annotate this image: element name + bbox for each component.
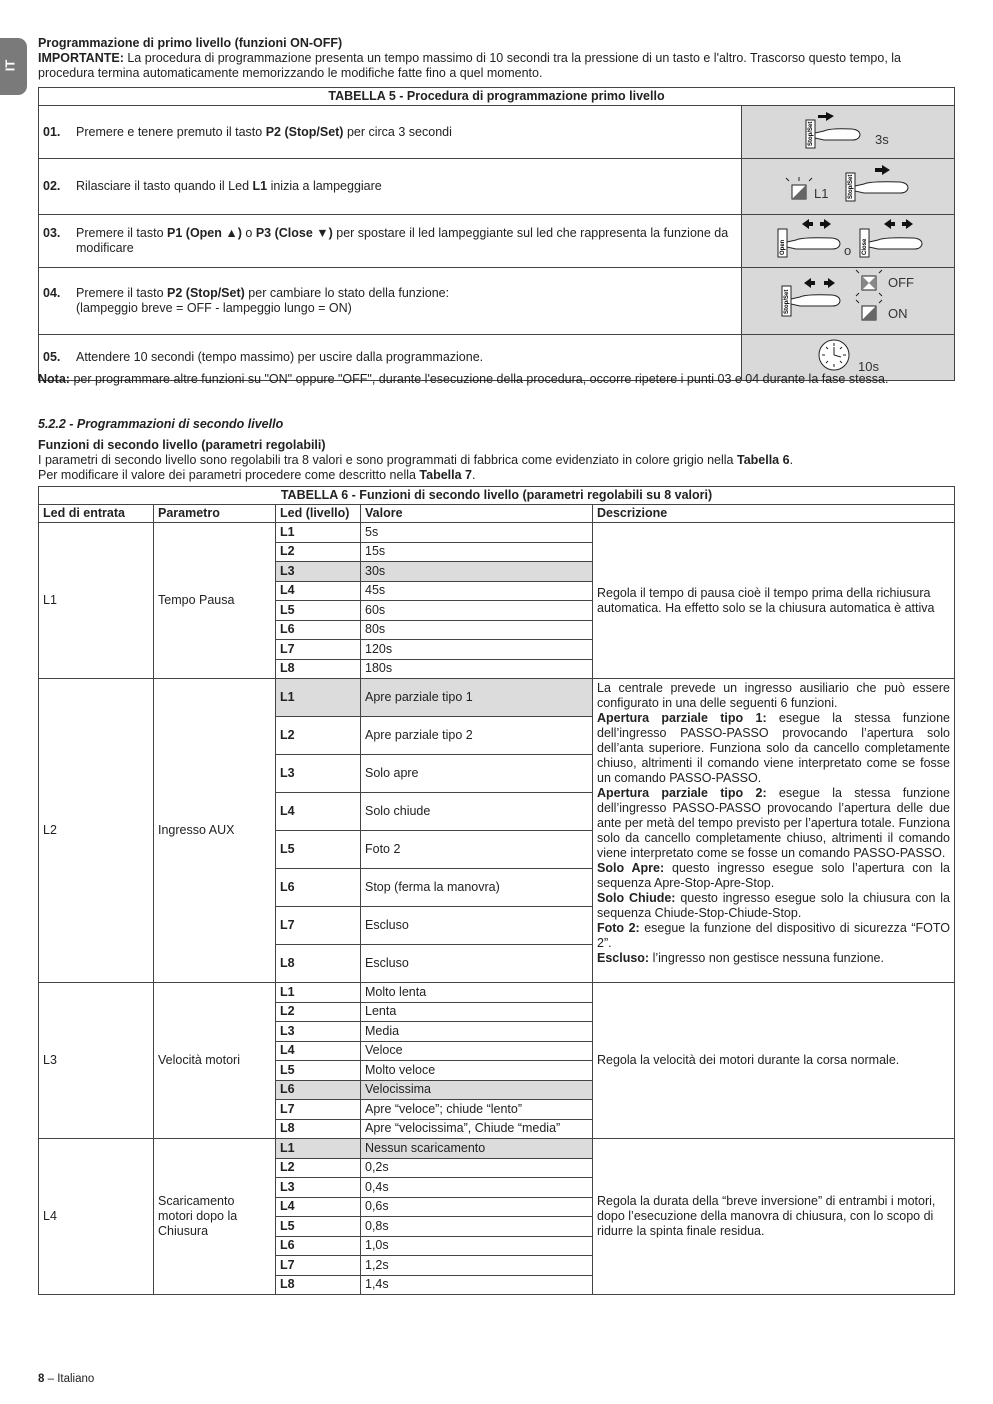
value-cell: Solo apre xyxy=(361,755,593,793)
table-row xyxy=(39,983,955,1003)
level-cell: L4 xyxy=(276,1197,361,1217)
level-cell: L3 xyxy=(276,755,361,793)
section-heading: 5.2.2 - Programmazioni di secondo livello xyxy=(38,417,284,431)
value-cell: 60s xyxy=(361,601,593,621)
level-cell: L5 xyxy=(276,1061,361,1081)
svg-text:Stop/Set: Stop/Set xyxy=(784,289,790,314)
table-row: 05. Attendere 10 secondi (tempo massimo) per uscire dalla programmazione. 10s xyxy=(39,335,955,381)
value-cell: Lenta xyxy=(361,1002,593,1022)
on-off-led-icon xyxy=(742,268,955,335)
value-cell: 15s xyxy=(361,542,593,562)
value-cell: 30s xyxy=(361,562,593,582)
page-footer: 8 – Italiano xyxy=(38,1373,95,1385)
value-cell: Foto 2 xyxy=(361,831,593,869)
value-cell: 1,4s xyxy=(361,1275,593,1295)
level-cell: L3 xyxy=(276,1178,361,1198)
value-cell: 0,2s xyxy=(361,1158,593,1178)
column-header: Led di entrata xyxy=(39,505,154,523)
level-cell: L7 xyxy=(276,907,361,945)
column-header: Descrizione xyxy=(593,505,955,523)
entry-led: L3 xyxy=(39,983,154,1139)
level-cell: L3 xyxy=(276,562,361,582)
value-cell: 180s xyxy=(361,659,593,679)
level-cell: L6 xyxy=(276,1080,361,1100)
value-cell: Velocissima xyxy=(361,1080,593,1100)
value-cell: Apre “veloce”; chiude “lento” xyxy=(361,1100,593,1120)
table-row: 03. Premere il tasto P1 (Open ▲) o P3 (Close ▼) per spostare il led lampeggiante sul led che rappresenta la funzione da modificare Open o Close xyxy=(39,215,955,268)
level-cell: L5 xyxy=(276,831,361,869)
level-cell: L8 xyxy=(276,945,361,983)
table-row: 01. Premere e tenere premuto il tasto P2 (Stop/Set) per circa 3 secondi Stop/Set 3s xyxy=(39,106,955,159)
level-cell: L2 xyxy=(276,542,361,562)
value-cell: Apre “velocissima”, Chiude “media” xyxy=(361,1119,593,1139)
svg-text:OFF: OFF xyxy=(888,275,914,290)
stop-set-hold-icon xyxy=(742,106,955,159)
svg-text:o: o xyxy=(844,243,852,258)
value-cell: Media xyxy=(361,1022,593,1042)
svg-text:Open: Open xyxy=(780,239,786,255)
level-cell: L8 xyxy=(276,1119,361,1139)
level-cell: L2 xyxy=(276,1002,361,1022)
section-text-2: Per modificare il valore dei parametri procedere come descritto nella Tabella 7. xyxy=(38,468,476,482)
description-cell: La centrale prevede un ingresso ausiliario che può essere configurato in una delle seguenti 6 funzioni. Apertura parziale tipo 1: esegue la stessa funzione dell’ingresso PASSO-PASSO provocando l’apertura solo dell’anta superiore. Funziona solo da cancello completamente chiuso, altrimenti il comando viene interpretato come se fosse un comando PASSO-PASSO. Apertura parziale tipo 2: esegue la stessa funzione dell’ingresso PASSO-PASSO provocando l’apertura delle due ante per metà del tempo previsto per l’apertura totale. Funziona solo da cancello completamente chiuso, altrimenti il comando viene interpretato come se fosse un comando PASSO-PASSO. Solo Apre: questo ingresso esegue solo l’apertura con la sequenza Apre-Stop-Apre-Stop. Solo Chiude: questo ingresso esegue solo la chiusura con la sequenza Chiude-Stop-Chiude-Stop. Foto 2: esegue la funzione del dispositivo di sicurezza “FOTO 2”. Escluso: l’ingresso non gestisce nessuna funzione. xyxy=(593,679,955,983)
value-cell: 120s xyxy=(361,640,593,660)
value-cell: 0,8s xyxy=(361,1217,593,1237)
svg-text:10s: 10s xyxy=(858,359,879,374)
level-cell: L7 xyxy=(276,1256,361,1276)
level-cell: L5 xyxy=(276,601,361,621)
svg-text:Stop/Set: Stop/Set xyxy=(848,174,854,199)
svg-text:L1: L1 xyxy=(814,186,829,201)
open-close-arrows-icon xyxy=(742,215,955,268)
value-cell: Molto veloce xyxy=(361,1061,593,1081)
table-row: 04. Premere il tasto P2 (Stop/Set) per cambiare lo stato della funzione: (lampeggio breve = OFF - lampeggio lungo = ON) Stop/Set OFF ON xyxy=(39,268,955,335)
value-cell: 0,6s xyxy=(361,1197,593,1217)
level-cell: L6 xyxy=(276,869,361,907)
intro-block xyxy=(38,36,954,81)
table-row xyxy=(39,1139,955,1159)
level-cell: L1 xyxy=(276,1139,361,1159)
section-5-2-2 xyxy=(38,417,954,483)
table-5-title: TABELLA 5 - Procedura di programmazione primo livello xyxy=(39,88,955,106)
description-cell: Regola la velocità dei motori durante la corsa normale. xyxy=(593,983,955,1139)
level-cell: L5 xyxy=(276,1217,361,1237)
parameter-name: Ingresso AUX xyxy=(154,679,276,983)
svg-text:Close: Close xyxy=(862,238,868,255)
value-cell: 0,4s xyxy=(361,1178,593,1198)
svg-text:ON: ON xyxy=(888,306,908,321)
level-cell: L7 xyxy=(276,1100,361,1120)
section-text-1: I parametri di secondo livello sono regolabili tra 8 valori e sono programmati di fabbrica come evidenziato in colore grigio nella Tabella 6. xyxy=(38,453,794,467)
value-cell: Escluso xyxy=(361,907,593,945)
entry-led: L4 xyxy=(39,1139,154,1295)
value-cell: 45s xyxy=(361,581,593,601)
intro-heading: Programmazione di primo livello (funzioni ON-OFF) xyxy=(38,36,343,50)
svg-text:Stop/Set: Stop/Set xyxy=(808,121,814,146)
value-cell: 5s xyxy=(361,523,593,543)
table-row xyxy=(39,523,955,543)
intro-important: IMPORTANTE: La procedura di programmazione presenta un tempo massimo di 10 secondi tra la pressione di un tasto e l'altro. Trascorso questo tempo, la procedura termina automaticamente memorizzando le modifiche fatte fino a quel momento. xyxy=(38,51,901,80)
entry-led: L1 xyxy=(39,523,154,679)
value-cell: Veloce xyxy=(361,1041,593,1061)
level-cell: L1 xyxy=(276,523,361,543)
column-header: Valore xyxy=(361,505,593,523)
level-cell: L2 xyxy=(276,1158,361,1178)
level-cell: L1 xyxy=(276,679,361,717)
svg-text:3s: 3s xyxy=(875,132,889,147)
parameter-name: Tempo Pausa xyxy=(154,523,276,679)
parameter-name: Scaricamento motori dopo la Chiusura xyxy=(154,1139,276,1295)
note: Nota: per programmare altre funzioni su "ON" oppure "OFF", durante l'esecuzione della procedura, occorre ripetere i punti 03 e 04 durante la fase stessa. xyxy=(38,372,889,386)
entry-led: L2 xyxy=(39,679,154,983)
level-cell: L3 xyxy=(276,1022,361,1042)
language-tab: IT xyxy=(0,38,27,95)
parameter-name: Velocità motori xyxy=(154,983,276,1139)
level-cell: L4 xyxy=(276,793,361,831)
value-cell: Solo chiude xyxy=(361,793,593,831)
value-cell: Molto lenta xyxy=(361,983,593,1003)
level-cell: L6 xyxy=(276,620,361,640)
level-cell: L8 xyxy=(276,1275,361,1295)
level-cell: L8 xyxy=(276,659,361,679)
level-cell: L1 xyxy=(276,983,361,1003)
column-header: Parametro xyxy=(154,505,276,523)
section-subheading: Funzioni di secondo livello (parametri regolabili) xyxy=(38,438,326,452)
description-cell: Regola la durata della “breve inversione” di entrambi i motori, dopo l’esecuzione della manovra di chiusura, con lo scopo di ridurre la spinta finale residua. xyxy=(593,1139,955,1295)
level-cell: L7 xyxy=(276,640,361,660)
table-5 xyxy=(38,87,955,381)
led-release-icon xyxy=(742,159,955,215)
value-cell: Stop (ferma la manovra) xyxy=(361,869,593,907)
value-cell: 1,2s xyxy=(361,1256,593,1276)
level-cell: L4 xyxy=(276,1041,361,1061)
value-cell: 1,0s xyxy=(361,1236,593,1256)
value-cell: Apre parziale tipo 1 xyxy=(361,679,593,717)
description-cell: Regola il tempo di pausa cioè il tempo prima della richiusura automatica. Ha effetto solo se la chiusura automatica è attiva xyxy=(593,523,955,679)
level-cell: L2 xyxy=(276,717,361,755)
table-row xyxy=(39,679,955,717)
level-cell: L4 xyxy=(276,581,361,601)
value-cell: Escluso xyxy=(361,945,593,983)
level-cell: L6 xyxy=(276,1236,361,1256)
table-6 xyxy=(38,486,955,1295)
value-cell: Apre parziale tipo 2 xyxy=(361,717,593,755)
table-6-title: TABELLA 6 - Funzioni di secondo livello (parametri regolabili su 8 valori) xyxy=(39,487,955,505)
value-cell: 80s xyxy=(361,620,593,640)
table-row: 02. Rilasciare il tasto quando il Led L1 inizia a lampeggiare L1 Stop/Set xyxy=(39,159,955,215)
value-cell: Nessun scaricamento xyxy=(361,1139,593,1159)
column-header: Led (livello) xyxy=(276,505,361,523)
